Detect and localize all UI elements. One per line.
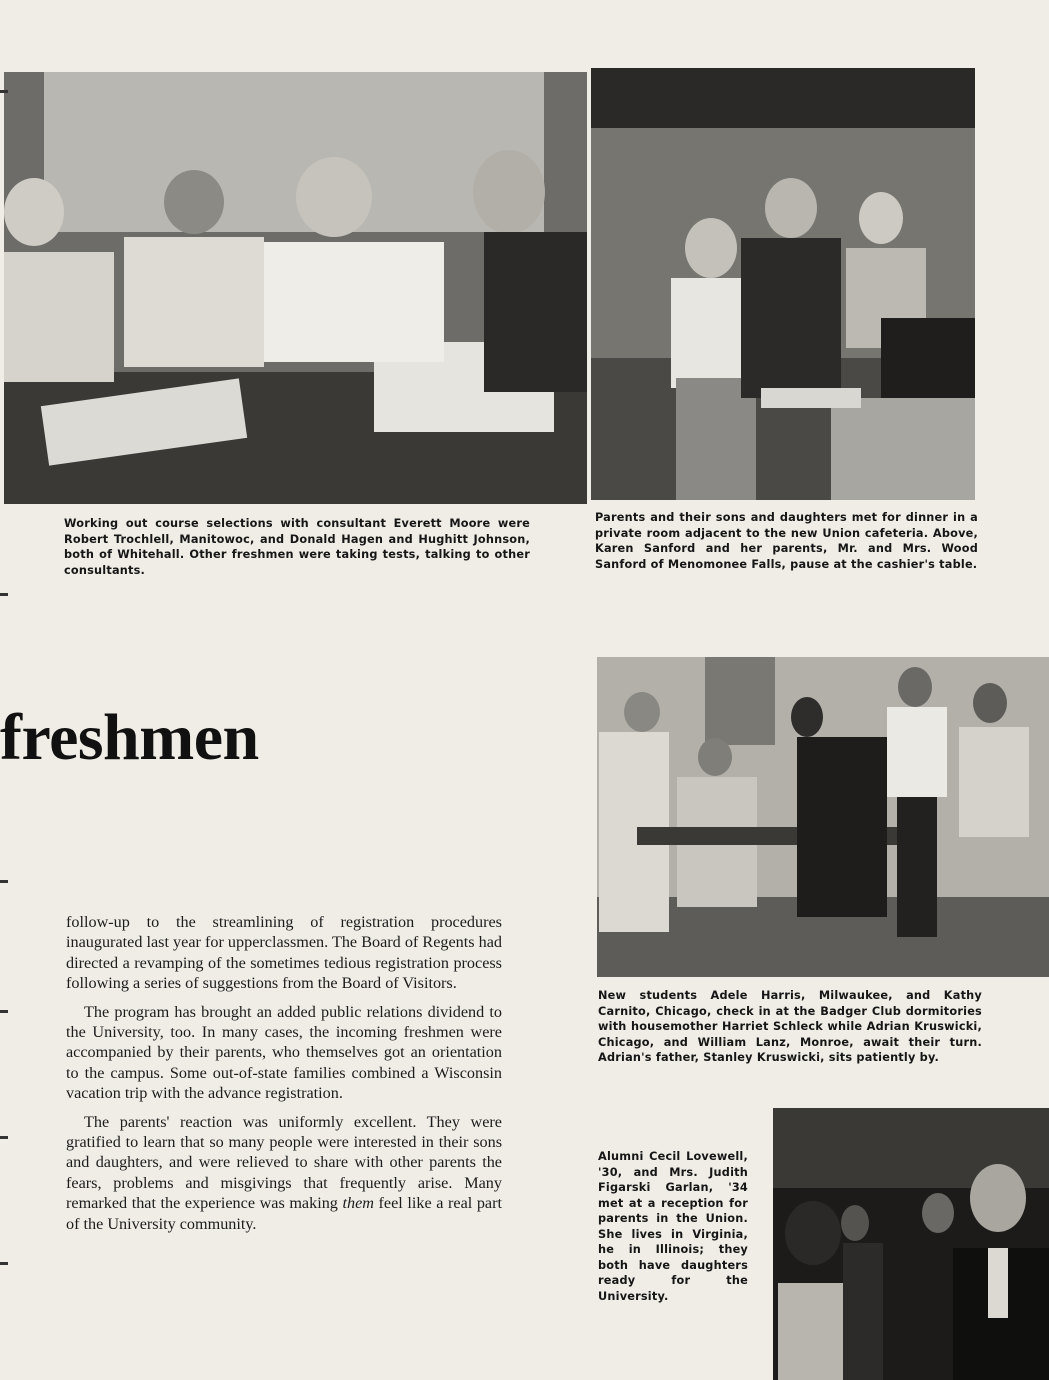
article-paragraph-3-start: The parents' reaction was uniformly excellent. They were gratified to learn that so many people were interested in their sons and daughters, and were relieved to share with other parents the fears, problems and misgivings that frequently arise. Many remarked that the experience was making [66, 1112, 502, 1213]
caption-freshmen-consultant: Working out course selections with consultant Everett Moore were Robert Trochlell, Manitowoc, and Donald Hagen and Hughitt Johnson, both of Whitehall. Other freshmen were taking tests, talking to other consultants. [64, 517, 530, 577]
photo-dormitory-checkin [597, 657, 1049, 977]
photo-parents-cafeteria-illustration [591, 68, 975, 500]
edge-mark [0, 1010, 8, 1013]
article-paragraph-3-end: feel like a real part of the University community. [66, 1194, 502, 1233]
edge-mark [0, 1262, 8, 1265]
photo-parents-cafeteria [591, 68, 975, 500]
caption-alumni-reception: Alumni Cecil Lovewell, '30, and Mrs. Judith Figarski Garlan, '34 met at a reception for parents in the Union. She lives in Virginia, he in Illinois; they both have daughters ready for the University. [598, 1150, 748, 1303]
edge-mark [0, 90, 8, 93]
edge-mark [0, 1136, 8, 1139]
article-body [66, 912, 502, 1242]
article-paragraph-3-emphasis: them [342, 1194, 374, 1213]
photo-alumni-reception [773, 1108, 1049, 1380]
caption-parents-cafeteria: Parents and their sons and daughters met for dinner in a private room adjacent to the new Union cafeteria. Above, Karen Sanford and her parents, Mr. and Mrs. Wood Sanford of Menomonee Falls, pause at the cashier's table. [595, 511, 978, 571]
photo-alumni-reception-illustration [773, 1108, 1049, 1380]
caption-dormitory-checkin: New students Adele Harris, Milwaukee, and Kathy Carnito, Chicago, check in at the Badger Club dormitories with housemother Harriet Schleck while Adrian Kruswicki, Chicago, and William Lanz, Monroe, await their turn. Adrian's father, Stanley Kruswicki, sits patiently by. [598, 989, 982, 1064]
edge-mark [0, 880, 8, 883]
headline-text: freshmen [0, 701, 259, 774]
show-through-text [258, 590, 282, 670]
photo-freshmen-consultant-illustration [4, 72, 587, 504]
photo-freshmen-consultant [4, 72, 587, 504]
edge-mark [0, 593, 8, 596]
article-paragraph-2: The program has brought an added public relations dividend to the University, too. In many cases, the incoming freshmen were accompanied by their parents, who themselves got an orientation to the campus. Some out-of-state families combined a Wisconsin vacation trip with the advance registration. [66, 1002, 502, 1103]
page-headline [0, 698, 259, 778]
photo-dormitory-checkin-illustration [597, 657, 1049, 977]
article-paragraph-3 [66, 1112, 502, 1234]
article-paragraph-1: follow-up to the streamlining of registration procedures inaugurated last year for upperclassmen. The Board of Regents had directed a revamping of the sometimes tedious registration process following a series of suggestions from the Board of Visitors. [66, 913, 502, 993]
